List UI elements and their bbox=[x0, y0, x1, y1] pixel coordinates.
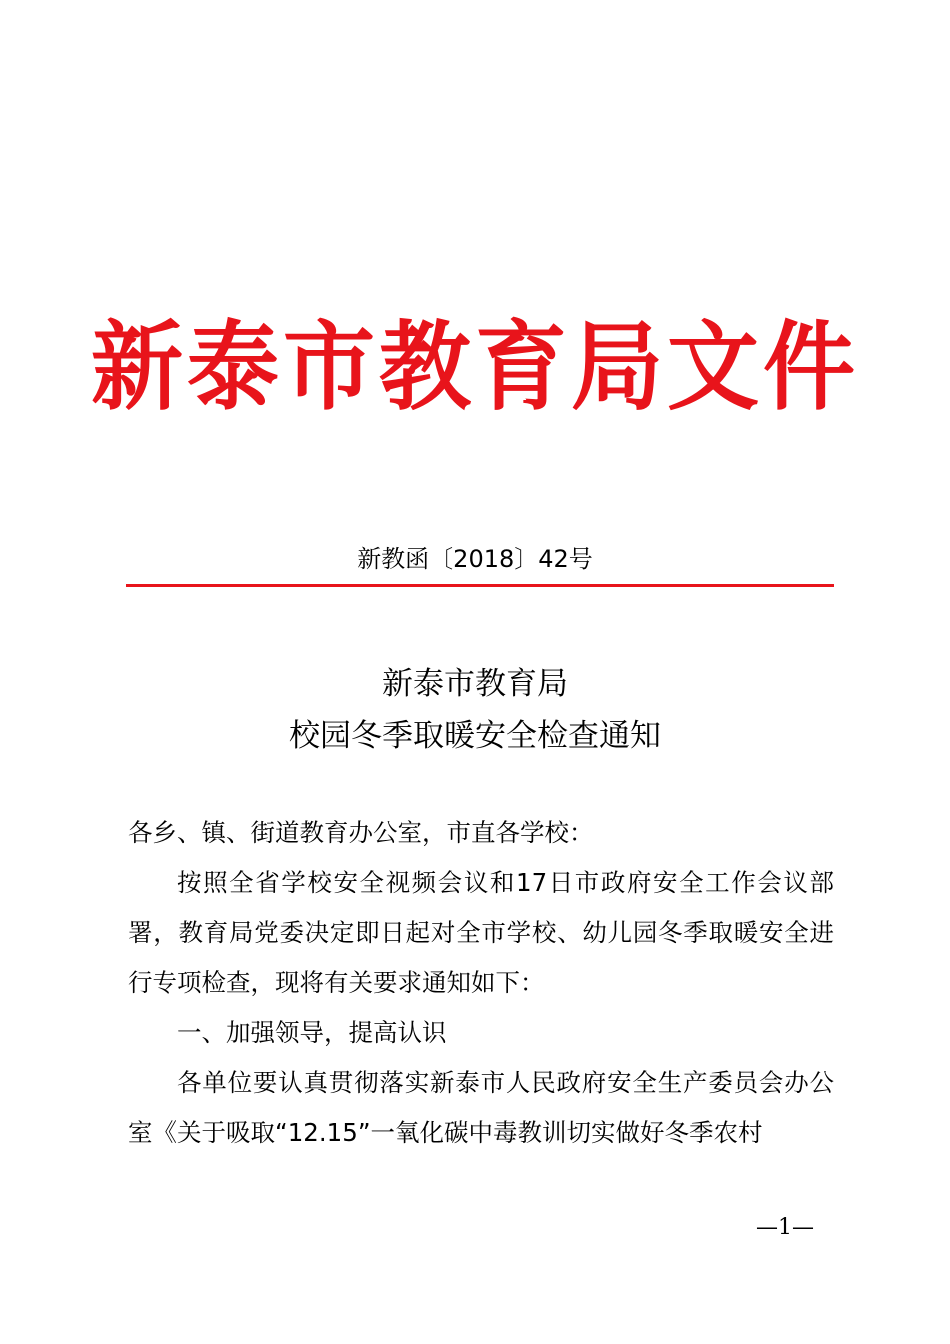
section-heading: 一、加强领导，提高认识 bbox=[177, 1018, 447, 1047]
document-body bbox=[128, 808, 834, 1158]
document-title-issuer: 新泰市教育局 bbox=[382, 666, 568, 702]
page-number: —1— bbox=[756, 1215, 814, 1240]
document-masthead: 新泰市教育局文件 bbox=[90, 311, 859, 424]
body-paragraph: 按照全省学校安全视频会议和17日市政府安全工作会议部署，教育局党委决定即日起对全市学校、幼儿园冬季取暖安全进行专项检查，现将有关要求通知如下： bbox=[128, 868, 834, 997]
document-title-subject: 校园冬季取暖安全检查通知 bbox=[289, 718, 661, 754]
body-paragraph: 各单位要认真贯彻落实新泰市人民政府安全生产委员会办公室《关于吸取“12.15”一氧化碳中毒教训切实做好冬季农村 bbox=[128, 1068, 834, 1147]
document-number: 新教函〔2018〕42号 bbox=[357, 545, 593, 573]
salutation: 各乡、镇、街道教育办公室，市直各学校： bbox=[128, 818, 594, 847]
red-separator-line bbox=[126, 584, 834, 587]
